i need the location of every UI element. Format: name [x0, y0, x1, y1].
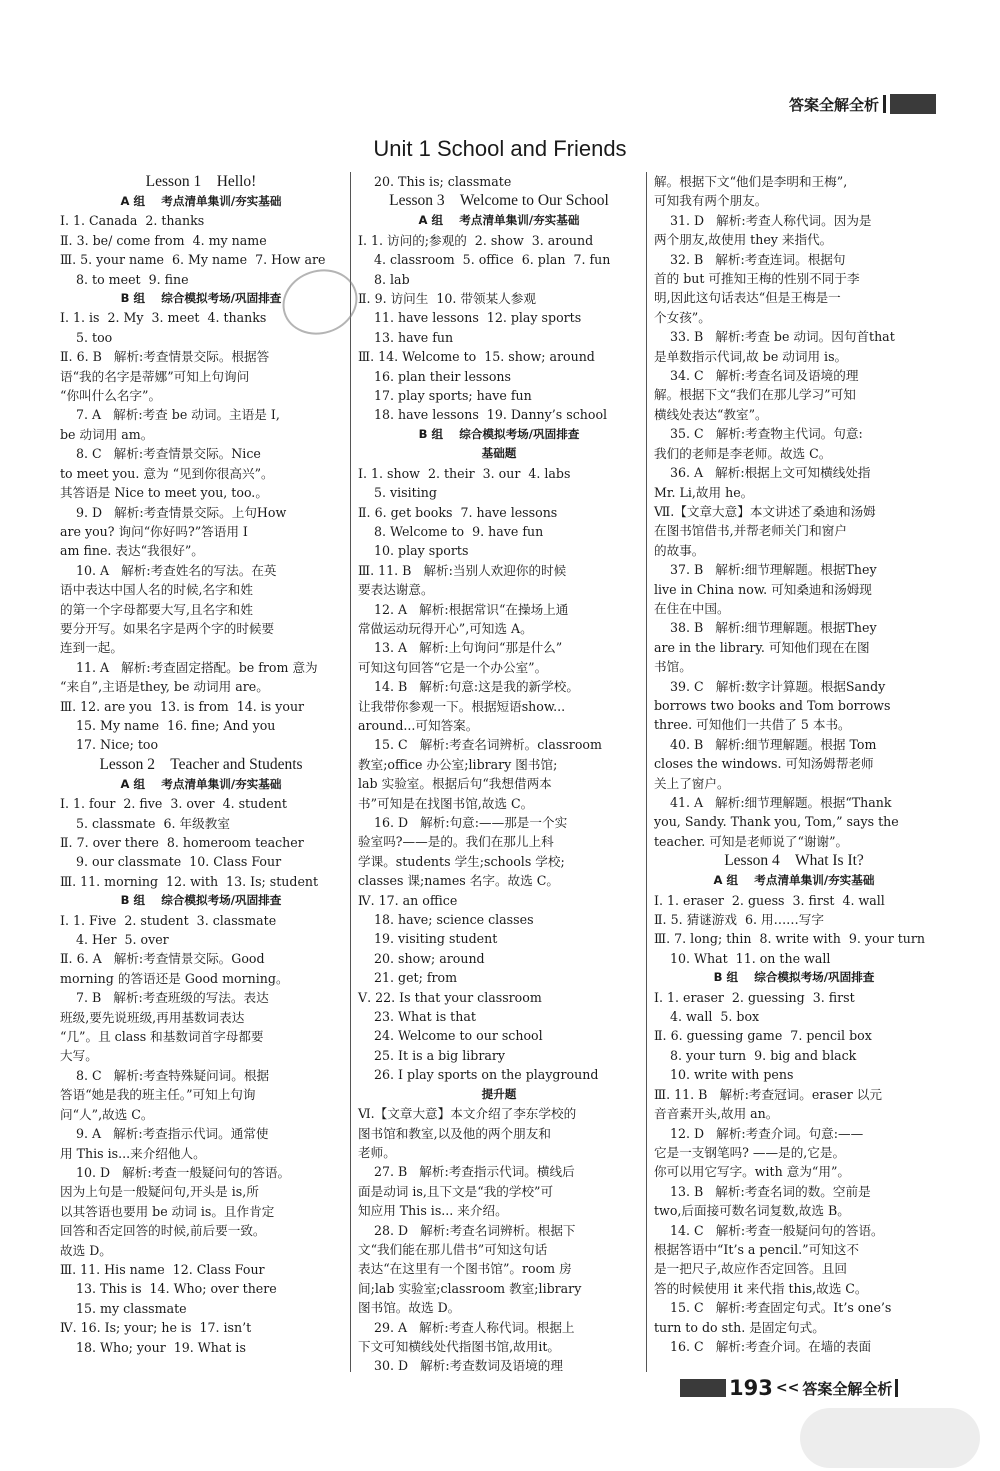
group-title: A 组 考点清单集训/夯实基础 [418, 213, 580, 228]
answer-line: 横线处表达“教室”。 [654, 406, 768, 422]
answer-line: 面是动词 is,且下文是“我的学校”可 [358, 1183, 554, 1199]
answer-line: Ⅰ. 1. four 2. five 3. over 4. student [60, 796, 287, 812]
footer-block-decoration [680, 1379, 726, 1397]
footer-label: 答案全解全析 [802, 1379, 893, 1398]
answer-line: 用 This is...来介绍他人。 [60, 1145, 206, 1161]
answer-line: 8. C 解析:考查特殊疑问词。根据 [60, 1067, 270, 1083]
page-number: 193 [729, 1376, 773, 1400]
answer-line: 以其答语也要用 be 动词 is。且作肯定 [60, 1203, 275, 1219]
answer-line: 故选 D。 [60, 1242, 112, 1258]
answer-line: 32. B 解析:考查连词。根据句 [654, 251, 846, 267]
answer-line: 35. C 解析:考查物主代词。句意: [654, 426, 863, 442]
answer-line: 文“我们能在那儿借书”可知这句话 [358, 1241, 548, 1257]
answer-line: 根据答语中“It’s a pencil.”可知这不 [654, 1241, 859, 1257]
answer-line: 5. classmate 6. 年级教室 [60, 815, 230, 831]
answer-line: 24. Welcome to our school [358, 1028, 543, 1044]
answer-line: 常做运动玩得开心”,可知选 A。 [358, 620, 533, 636]
answer-line: 8. lab [358, 271, 410, 287]
answer-line: 13. have fun [358, 329, 454, 345]
answer-line: to meet you. 意为 “见到你很高兴”。 [60, 465, 274, 481]
answer-line: Ⅲ. 7. long; thin 8. write with 9. your turn [654, 931, 926, 947]
answer-line: 让我带你参观一下。根据短语show... [358, 698, 566, 714]
group-title: 基础题 [481, 446, 517, 461]
group-title: 提升题 [481, 1086, 517, 1101]
answer-line: 图书馆和教室,以及他的两个朋友和 [358, 1125, 551, 1141]
answer-line: turn to do sth. 是固定句式。 [654, 1319, 825, 1335]
answer-line: three. 可知他们一共借了 5 本书。 [654, 717, 851, 733]
answer-line: 10. write with pens [654, 1067, 794, 1083]
answer-line: Mr. Li,故用 he。 [654, 484, 754, 500]
group-title: B 组 综合模拟考场/巩固排查 [120, 893, 282, 908]
answer-line: 两个朋友,故使用 they 来指代。 [654, 232, 833, 248]
answer-line: are in the library. 可知他们现在在图 [654, 639, 870, 655]
answer-line: Ⅱ. 6. guessing game 7. pencil box [654, 1028, 872, 1044]
answer-line: 37. B 解析:细节理解题。根据They [654, 562, 877, 578]
group-title: A 组 考点清单集训/夯实基础 [120, 194, 282, 208]
answer-line: Ⅶ.【文章大意】本文讲述了桑迪和汤姆 [654, 503, 876, 519]
answer-line: 在图书馆借书,并帮老师关门和窗户 [654, 523, 847, 539]
answer-line: Ⅰ. 1. show 2. their 3. our 4. labs [358, 465, 571, 481]
answer-line: 明,因此这句话表达“但是王梅是一 [654, 290, 841, 306]
answer-line: 大写。 [60, 1048, 98, 1064]
answer-line: closes the windows. 可知汤姆帮老师 [654, 756, 874, 772]
lesson-title: Lesson 1 Hello! [145, 173, 257, 190]
answer-line: 18. have lessons 19. Danny’s school [358, 407, 608, 423]
answer-line: 下文可知横线处代指图书馆,故用it。 [358, 1338, 560, 1354]
answer-line: 7. A 解析:考查 be 动词。主语是 I, [60, 407, 280, 423]
answer-line: 25. It is a big library [358, 1047, 506, 1063]
answer-line: 首的 but 可推知王梅的性别不同于李 [654, 271, 860, 287]
answer-line: two,后面接可数名词复数,故选 B。 [654, 1203, 850, 1219]
answer-line: 教室;office 办公室;library 图书馆; [358, 756, 558, 772]
answer-line: 10. D 解析:考查一般疑问句的答语。 [60, 1164, 291, 1180]
answer-line: 语中表达中国人名的时候,名字和姓 [60, 582, 253, 598]
answer-line: Ⅱ. 7. over there 8. homeroom teacher [60, 835, 304, 850]
answer-line: lab 实验室。根据后句“我想借两本 [358, 776, 552, 792]
answer-line: classes 课;names 名字。故选 C。 [358, 873, 559, 889]
answer-line: 8. your turn 9. big and black [654, 1047, 857, 1063]
answer-line: Ⅰ. 1. Five 2. student 3. classmate [60, 912, 277, 928]
answer-line: 验室吗?——是的。我们在那儿上科 [358, 834, 554, 850]
answer-line: 语“我的名字是蒂娜”可知上句询问 [60, 368, 250, 384]
answer-line: 其答语是 Nice to meet you, too.。 [60, 485, 268, 501]
answer-line: 31. D 解析:考查人称代词。因为是 [654, 212, 872, 228]
answer-line: you, Sandy. Thank you, Tom,” says the [654, 814, 899, 830]
answer-line: 18. Who; your 19. What is [60, 1339, 246, 1355]
answer-line: 间;lab 实验室;classroom 教室;library [358, 1280, 582, 1296]
answer-line: 要表达谢意。 [358, 582, 434, 598]
answer-line: 27. B 解析:考查指示代词。横线后 [358, 1164, 575, 1180]
answer-line: 12. A 解析:根据常识“在操场上通 [358, 601, 569, 617]
answer-line: 36. A 解析:根据上文可知横线处指 [654, 465, 871, 481]
answer-line: 解。根据下文“他们是李明和王梅”, [654, 174, 848, 189]
answer-line: Ⅲ. 12. are you 13. is from 14. is your [60, 698, 305, 714]
answer-line: 回答和否定回答的时候,前后要一致。 [60, 1223, 266, 1239]
answer-line: 因为上句是一般疑问句,开头是 is,所 [60, 1184, 259, 1200]
answer-line: 10. A 解析:考查姓名的写法。在英 [60, 562, 277, 578]
footer-bar-decoration [895, 1379, 898, 1397]
answer-line: Ⅵ.【文章大意】本文介绍了李东学校的 [358, 1106, 577, 1122]
answer-line: 11. have lessons 12. play sports [358, 310, 582, 326]
answer-line: 书”可知是在找图书馆,故选 C。 [358, 795, 534, 811]
answer-line: 我们的老师是李老师。故选 C。 [654, 445, 832, 461]
answer-line: Ⅲ. 11. B 解析:当别人欢迎你的时候 [358, 562, 567, 578]
answer-line: 班级,要先说班级,再用基数词表达 [60, 1009, 245, 1025]
answer-line: Ⅱ. 6. A 解析:考查情景交际。Good [60, 951, 265, 967]
answer-line: are you? 询问“你好吗?”答语用 I [60, 523, 248, 539]
answer-line: 13. This is 14. Who; over there [60, 1281, 277, 1297]
answer-line: Ⅱ. 9. 访问生 10. 带领某人参观 [358, 291, 536, 307]
answer-line: 13. A 解析:上句询问“那是什么” [358, 640, 563, 656]
answer-line: Ⅳ. 17. an office [358, 892, 458, 908]
answer-line: 19. visiting student [358, 931, 498, 947]
answer-line: 9. our classmate 10. Class Four [60, 854, 282, 870]
answer-line: 7. B 解析:考查班级的写法。表达 [60, 990, 269, 1006]
answer-line: 11. A 解析:考查固定搭配。be from 意为 [60, 659, 318, 675]
answer-line: 15. C 解析:考查固定句式。It’s one’s [654, 1300, 892, 1316]
answer-line: 问“人”,故选 C。 [60, 1106, 154, 1122]
answer-line: Ⅱ. 6. get books 7. have lessons [358, 504, 558, 520]
answer-line: 解。根据下文“我们在那儿学习”可知 [654, 387, 856, 403]
answer-line: 17. Nice; too [60, 737, 159, 753]
answer-line: 38. B 解析:细节理解题。根据They [654, 620, 877, 636]
answer-line: 学课。students 学生;schools 学校; [358, 853, 565, 869]
answer-line: 28. D 解析:考查名词辨析。根据下 [358, 1222, 576, 1238]
answer-line: 15. my classmate [60, 1300, 187, 1316]
answer-line: “你叫什么名字”。 [60, 388, 162, 404]
answer-line: 14. C 解析:考查一般疑问句的答语。 [654, 1222, 884, 1238]
group-title: B 组 综合模拟考场/巩固排查 [120, 291, 282, 306]
watermark-decoration [800, 1408, 980, 1468]
answer-line: 是一把尺子,故应作否定回答。且回 [654, 1261, 847, 1277]
answer-line: Ⅰ. 1. Canada 2. thanks [60, 213, 205, 229]
answer-line: Ⅲ. 11. B 解析:考查冠词。eraser 以元 [654, 1086, 882, 1102]
answer-line: Ⅳ. 16. Is; your; he is 17. isn’t [60, 1320, 252, 1336]
answer-line: 14. B 解析:句意:这是我的新学校。 [358, 679, 579, 695]
answer-line: 关上了窗户。 [654, 775, 730, 791]
answer-line: 13. B 解析:考查名词的数。空前是 [654, 1183, 871, 1199]
answer-line: 要分开写。如果名字是两个字的时候要 [60, 620, 275, 636]
answer-line: Ⅲ. 11. His name 12. Class Four [60, 1261, 265, 1277]
lesson-title: Lesson 2 Teacher and Students [99, 755, 303, 773]
group-title: B 组 综合模拟考场/巩固排查 [418, 426, 580, 441]
answer-column-3 [654, 172, 934, 1356]
answer-line: Ⅱ. 5. 猜谜游戏 6. 用……写字 [654, 912, 824, 928]
answer-line: live in China now. 可知桑迪和汤姆现 [654, 581, 872, 597]
answer-line: 18. have; science classes [358, 912, 534, 928]
answer-line: 15. C 解析:考查名词辨析。classroom [358, 737, 602, 753]
answer-line: 21. get; from [358, 970, 458, 986]
answer-line: 15. My name 16. fine; And you [60, 717, 276, 733]
answer-line: 的故事。 [654, 542, 705, 558]
answer-line: 5. too [60, 329, 113, 345]
answer-line: 答语“她是我的班主任。”可知上句询 [60, 1087, 256, 1103]
footer-marks: << [775, 1380, 800, 1396]
answer-line: 4. wall 5. box [654, 1009, 760, 1025]
answer-line: 书馆。 [654, 659, 692, 675]
answer-line: 34. C 解析:考查名词及语境的理 [654, 368, 859, 384]
answer-line: around...可知答案。 [358, 717, 479, 733]
answer-line: 20. show; around [358, 950, 485, 966]
answer-line: 16. plan their lessons [358, 368, 511, 384]
answer-line: Ⅰ. 1. eraser 2. guess 3. first 4. wall [654, 892, 885, 908]
answer-line: 可知我有两个朋友。 [654, 193, 768, 209]
answer-line: Ⅱ. 6. B 解析:考查情景交际。根据答 [60, 349, 270, 365]
page-footer [680, 1376, 898, 1400]
answer-line: 5. visiting [358, 485, 437, 501]
group-title: A 组 考点清单集训/夯实基础 [713, 873, 875, 888]
answer-line: 答的时候使用 it 来代指 this,故选 C。 [654, 1280, 868, 1296]
answer-column-1 [60, 172, 342, 1357]
answer-line: 20. This is; classmate [358, 174, 512, 189]
answer-line: 10. What 11. on the wall [654, 950, 831, 966]
answer-line: be 动词用 am。 [60, 426, 154, 442]
answer-line: 40. B 解析:细节理解题。根据 Tom [654, 736, 877, 752]
lesson-title: Lesson 4 What Is It? [724, 852, 864, 870]
answer-line: 可知这句回答“它是一个办公室”。 [358, 659, 548, 675]
answer-line: 16. D 解析:句意:——那是一个实 [358, 815, 568, 830]
answer-line: Ⅰ. 1. 访问的;参观的 2. show 3. around [358, 232, 594, 248]
answer-line: 知应用 This is... 来介绍。 [358, 1203, 508, 1219]
answer-line: borrows two books and Tom borrows [654, 697, 891, 713]
column-divider [646, 172, 647, 1372]
answer-line: 30. D 解析:考查数词及语境的理 [358, 1358, 563, 1374]
answer-line: Ⅲ. 14. Welcome to 15. show; around [358, 349, 595, 365]
answer-line: 的第一个字母都要大写,且名字和姓 [60, 601, 253, 617]
answer-line: 23. What is that [358, 1009, 476, 1025]
answer-line: 你可以用它写字。with 意为“用”。 [654, 1164, 850, 1180]
answer-line: “来自”,主语是they, be 动词用 are。 [60, 679, 269, 695]
answer-line: 8. to meet 9. fine [60, 271, 189, 287]
group-title: B 组 综合模拟考场/巩固排查 [713, 970, 875, 985]
answer-column-2 [358, 172, 640, 1376]
answer-line: 29. A 解析:考查人称代词。根据上 [358, 1319, 575, 1335]
answer-line: 个女孩”。 [654, 309, 711, 325]
answer-line: 26. I play sports on the playground [358, 1067, 599, 1083]
answer-line: 9. A 解析:考查指示代词。通常使 [60, 1126, 269, 1142]
answer-line: 33. B 解析:考查 be 动词。因句首that [654, 329, 895, 345]
lesson-title: Lesson 3 Welcome to Our School [389, 192, 609, 210]
answer-line: 音音素开头,故用 an。 [654, 1106, 779, 1122]
answer-line: Ⅲ. 11. morning 12. with 13. Is; student [60, 873, 319, 889]
answer-line: 41. A 解析:细节理解题。根据“Thank [654, 795, 892, 810]
answer-line: 连到一起。 [60, 640, 123, 656]
answer-line: 16. C 解析:考查介词。在墙的表面 [654, 1338, 872, 1354]
answer-line: teacher. 可知是老师说了“谢谢”。 [654, 833, 849, 849]
answer-line: 8. C 解析:考查情景交际。Nice [60, 446, 261, 462]
header-label: 答案全解全析 [788, 95, 879, 114]
answer-line: Ⅴ. 22. Is that your classroom [358, 989, 542, 1005]
answer-line: 17. play sports; have fun [358, 388, 532, 404]
answer-line: am fine. 表达“我很好”。 [60, 543, 204, 559]
answer-line: 在住在中国。 [654, 600, 730, 616]
answer-line: Ⅰ. 1. is 2. My 3. meet 4. thanks [60, 310, 267, 326]
answer-line: 10. play sports [358, 543, 469, 559]
answer-line: 表达“在这里有一个图书馆”。room 房 [358, 1261, 572, 1277]
answer-line: 4. Her 5. over [60, 932, 169, 948]
header-bar-decoration [883, 95, 886, 113]
answer-line: 它是一支钢笔吗? ——是的,它是。 [654, 1144, 846, 1160]
group-title: A 组 考点清单集训/夯实基础 [120, 776, 282, 791]
answer-line: 8. Welcome to 9. have fun [358, 523, 544, 539]
answer-line: “几”。且 class 和基数词首字母都要 [60, 1029, 264, 1045]
header-block-decoration [890, 94, 936, 114]
answer-line: 12. D 解析:考查介词。句意:—— [654, 1125, 864, 1141]
answer-line: 39. C 解析:数字计算题。根据Sandy [654, 678, 886, 694]
answer-line: 是单数指示代词,故 be 动词用 is。 [654, 348, 848, 364]
answer-line: morning 的答语还是 Good morning。 [60, 970, 289, 986]
answer-line: 4. classroom 5. office 6. plan 7. fun [358, 252, 611, 268]
answer-line: 9. D 解析:考查情景交际。上句How [60, 504, 287, 520]
running-header [789, 92, 936, 116]
answer-line: Ⅲ. 5. your name 6. My name 7. How are [60, 252, 326, 268]
unit-title: Unit 1 School and Friends [373, 136, 627, 161]
answer-line: Ⅱ. 3. be/ come from 4. my name [60, 232, 267, 248]
answer-line: Ⅰ. 1. eraser 2. guessing 3. first [654, 989, 855, 1005]
answer-line: 图书馆。故选 D。 [358, 1300, 461, 1316]
answer-line: 老师。 [358, 1144, 396, 1160]
column-divider [350, 172, 351, 1372]
